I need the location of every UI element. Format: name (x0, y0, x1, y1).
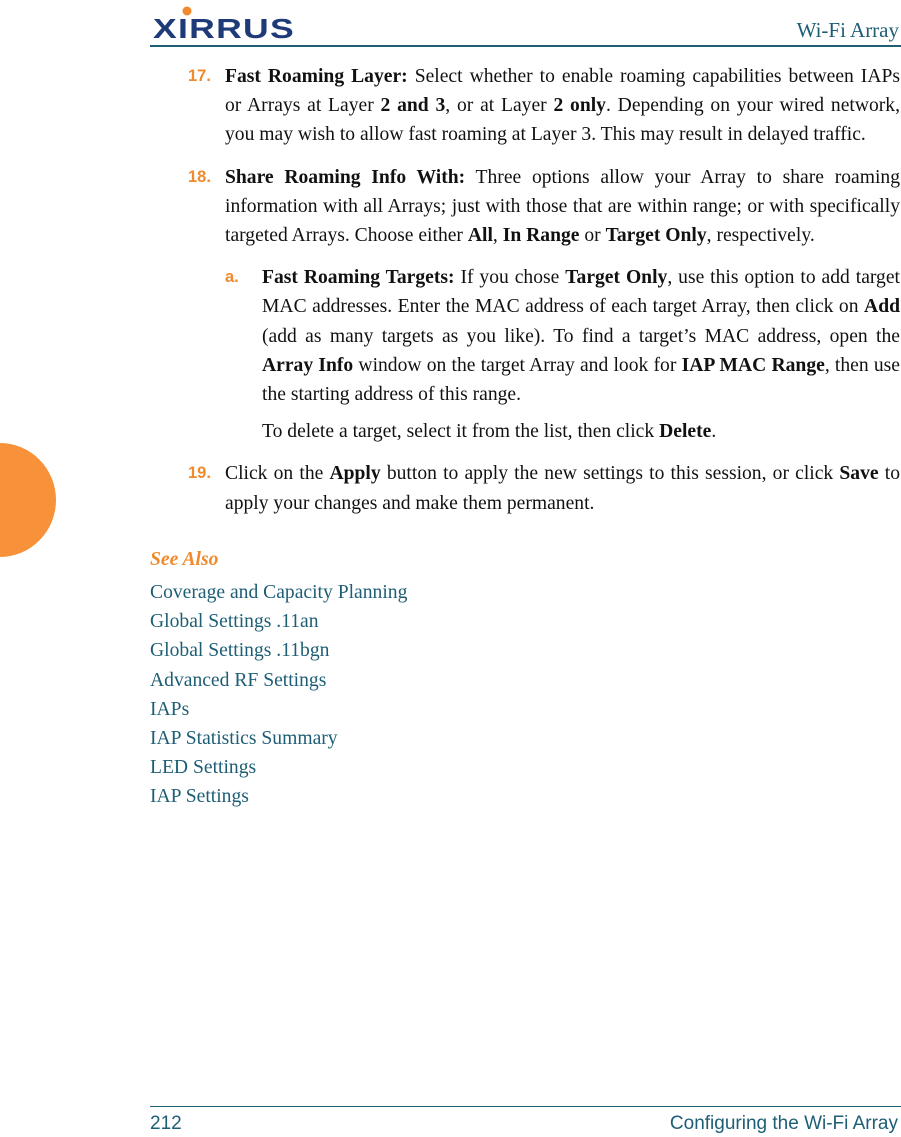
step-number: 19. (188, 464, 211, 483)
substep-bold: Add (864, 296, 900, 318)
step-number: 17. (188, 67, 211, 85)
note-text: To delete a target, select it from the list, then click (262, 421, 660, 443)
step-text: Three options allow your Array to share roaming information with all Arrays; just with those that are within range; or with specifically targeted Arrays. Choose either (225, 166, 900, 247)
step-17 (150, 62, 900, 150)
step-text: to apply your changes and make them permanent. (225, 463, 900, 514)
step-text: Click on the (225, 463, 330, 485)
logo-text: XIRRUS (153, 13, 295, 42)
note-text: . (711, 421, 717, 443)
substep-text: If you chose (454, 267, 566, 289)
substep-term: Fast Roaming Targets: (262, 267, 455, 289)
see-also-link-led-settings[interactable]: LED Settings (150, 757, 257, 779)
step-bold: Save (839, 463, 879, 485)
page-number: 212 (150, 1113, 182, 1134)
step-18a (150, 263, 900, 409)
step-number: 18. (188, 167, 211, 186)
step-bold: Apply (329, 463, 381, 485)
step-term: Share Roaming Info With: (225, 166, 466, 188)
delete-note (150, 417, 900, 446)
header-title: Wi-Fi Array (796, 18, 899, 42)
step-term: Fast Roaming Layer: (225, 66, 408, 87)
substep-text: (add as many targets as you like). To find a target’s MAC address, open the (262, 325, 900, 347)
step-text: . Depending on your wired network, you may wish to allow fast roaming at Layer 3. This may result in delayed traffic. (225, 95, 900, 146)
substep-bold: IAP MAC Range (681, 354, 825, 376)
see-also-link-iap-statistics[interactable]: IAP Statistics Summary (150, 728, 338, 750)
step-19 (150, 459, 900, 517)
see-also-link-advanced-rf[interactable]: Advanced RF Settings (150, 669, 327, 691)
step-bold: 2 and 3 (380, 95, 446, 117)
substep-bold: Array Info (262, 354, 354, 376)
page-content (150, 62, 900, 812)
step-bold: Target Only (605, 225, 707, 247)
see-also-section (150, 545, 900, 812)
step-bold: 2 only (553, 95, 606, 117)
see-also-link-global-11an[interactable]: Global Settings .11an (150, 611, 319, 633)
see-also-link-coverage-capacity[interactable]: Coverage and Capacity Planning (150, 582, 408, 604)
step-text: button to apply the new settings to this session, or click (380, 463, 840, 485)
step-text: , respectively. (706, 225, 815, 247)
substep-letter: a. (225, 268, 239, 287)
step-18 (150, 163, 900, 251)
substep-bold: Target Only (565, 267, 668, 289)
chapter-tab-marker (0, 443, 56, 557)
step-text: Select whether to enable roaming capabilities between IAPs or Arrays at Layer (225, 66, 901, 117)
see-also-heading: See Also (150, 548, 219, 570)
step-text: , or at Layer (445, 95, 554, 117)
substep-text: window on the target Array and look for (353, 354, 682, 376)
substep-text: , then use the starting address of this range. (262, 354, 900, 406)
step-text: or (579, 225, 606, 247)
step-bold: All (467, 225, 493, 247)
step-bold: In Range (502, 225, 580, 247)
substep-text: , use this option to add target MAC addresses. Enter the MAC address of each target Array, then click on (262, 267, 900, 318)
xirrus-logo (153, 6, 303, 42)
step-text: , (492, 225, 503, 247)
see-also-link-global-11bgn[interactable]: Global Settings .11bgn (150, 640, 330, 662)
see-also-link-iap-settings[interactable]: IAP Settings (150, 786, 249, 808)
see-also-link-iaps[interactable]: IAPs (150, 698, 190, 720)
note-bold: Delete (659, 421, 712, 443)
footer-rule (150, 1106, 901, 1107)
footer-title: Configuring the Wi-Fi Array (669, 1113, 898, 1134)
header-rule (150, 45, 901, 47)
